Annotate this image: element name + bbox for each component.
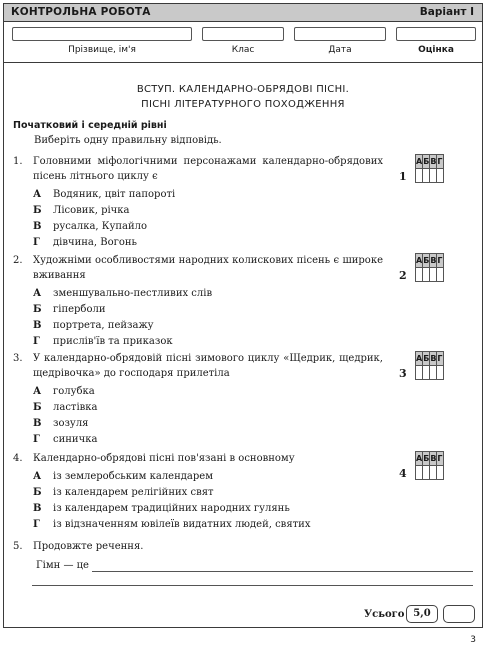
answer-cell-a[interactable] bbox=[416, 268, 423, 282]
question-text: У календарно-обрядовій пісні зимового циклу «Щедрик, щедрик, щедрівочка» до господаря прилетіла bbox=[33, 353, 383, 379]
answer-cell-d[interactable] bbox=[437, 466, 443, 480]
hymn-prompt: Гімн — це bbox=[36, 560, 89, 571]
answer-cell-d[interactable] bbox=[437, 169, 443, 183]
date-label: Дата bbox=[328, 45, 352, 55]
option-a: А Водяник, цвіт папороті bbox=[33, 189, 176, 200]
total-label: Усього bbox=[364, 609, 405, 620]
section-heading bbox=[4, 82, 482, 112]
question-5 bbox=[13, 541, 143, 552]
answer-cell-b[interactable] bbox=[423, 466, 430, 480]
answer-grid-number: 1 bbox=[399, 170, 407, 183]
answer-cell-c[interactable] bbox=[430, 268, 437, 282]
name-label: Прізвище, ім'я bbox=[68, 45, 136, 55]
heading-line-1: ВСТУП. КАЛЕНДАРНО-ОБРЯДОВІ ПІСНІ. bbox=[136, 84, 350, 95]
level-title: Початковий і середній рівні bbox=[13, 120, 167, 131]
question-number: 2. bbox=[13, 255, 23, 266]
answer-cell-d[interactable] bbox=[437, 268, 443, 282]
answer-grid-number: 4 bbox=[399, 467, 407, 480]
option-a: А із землеробським календарем bbox=[33, 471, 213, 482]
option-c: В портрета, пейзажу bbox=[33, 320, 154, 331]
grade-field[interactable] bbox=[396, 27, 476, 41]
question-3 bbox=[13, 351, 383, 448]
date-field[interactable] bbox=[294, 27, 386, 41]
answer-grid-number: 2 bbox=[399, 269, 407, 282]
question-number: 3. bbox=[13, 353, 23, 364]
total-max-score: 5,0 bbox=[406, 605, 438, 623]
question-number: 4. bbox=[13, 453, 23, 464]
class-label: Клас bbox=[231, 45, 255, 55]
page-number: 3 bbox=[470, 635, 476, 645]
question-number: 1. bbox=[13, 156, 23, 167]
option-d: Г із відзначенням ювілеїв видатних людей, святих bbox=[33, 519, 311, 530]
option-a: А голубка bbox=[33, 386, 95, 397]
answer-cell-c[interactable] bbox=[430, 169, 437, 183]
option-d: Г синичка bbox=[33, 434, 98, 445]
option-a: А зменшувально-пестливих слів bbox=[33, 288, 213, 299]
question-number: 5. bbox=[13, 541, 23, 552]
question-1 bbox=[13, 154, 383, 251]
answer-cell-d[interactable] bbox=[437, 366, 443, 380]
answer-cell-a[interactable] bbox=[416, 169, 423, 183]
option-c: В русалка, Купайло bbox=[33, 221, 148, 232]
option-d: Г дівчина, Вогонь bbox=[33, 237, 137, 248]
total-score-field[interactable] bbox=[443, 605, 475, 623]
grade-label: Оцінка bbox=[418, 45, 454, 55]
answer-cell-c[interactable] bbox=[430, 466, 437, 480]
option-b: Б із календарем релігійних свят bbox=[33, 487, 214, 498]
option-b: Б ластівка bbox=[33, 402, 98, 413]
answer-cell-a[interactable] bbox=[416, 466, 423, 480]
answer-line-1[interactable] bbox=[92, 571, 473, 572]
option-b: Б Лісовик, річка bbox=[33, 205, 130, 216]
question-2 bbox=[13, 253, 383, 350]
question-text: Продовжте речення. bbox=[33, 541, 144, 552]
header-bar bbox=[4, 4, 482, 22]
name-field[interactable] bbox=[12, 27, 192, 41]
variant-label: Варіант І bbox=[419, 6, 474, 18]
class-field[interactable] bbox=[202, 27, 284, 41]
answer-line-2[interactable] bbox=[32, 585, 473, 586]
answer-cell-b[interactable] bbox=[423, 366, 430, 380]
option-b: Б гіперболи bbox=[33, 304, 106, 315]
test-title: КОНТРОЛЬНА РОБОТА bbox=[11, 6, 151, 18]
instruction-text: Виберіть одну правильну відповідь. bbox=[34, 135, 222, 146]
question-text: Художніми особливостями народних колискових пісень є широке вживання bbox=[33, 255, 383, 281]
test-sheet: КОНТРОЛЬНА РОБОТА Варіант І Прізвище, ім'я Клас Дата Оцінка ВСТУП. КАЛЕНДАРНО-ОБРЯДОВІ ПІСНІ. ПІСНІ ЛІТЕРАТУРНОГО ПОХОДЖЕННЯ Початковий і середній рівні Виберіть одну правильну відповідь. 1. Головними міфологічними персонажами календарно-обрядових пісень літнього циклу є А Водяник, цвіт папороті Б Лісовик, річка В русалка, Купайло Г дівчина, Вогонь 1 А Б В Г 2. Художніми особливостями народних колискових пісень є широке вживання А зменшувально-пестливих слів Б гіперболи В портрета, пейзажу Г прислів'їв та приказок 2 А Б В Г 3. У календарно-обрядовій пісні зимового циклу «Щедрик, щедрик, щедрівочка» до господаря прилетіла А голубка Б ластівка В зозуля Г синичка 3 А Б В Г 4. Календарно-обрядові пісні пов'язані в основному А із землеробським календарем Б із календарем релігійних свят В із календарем традиційних народних гулянь Г із відзначенням ювілеїв видатних людей, святих 4 А Б В Г 5. Продовжте речення. Гімн — це Усього 5,0 bbox=[3, 3, 483, 628]
answer-grid-number: 3 bbox=[399, 367, 407, 380]
question-text: Календарно-обрядові пісні пов'язані в основному bbox=[33, 453, 295, 464]
answer-cell-a[interactable] bbox=[416, 366, 423, 380]
option-c: В із календарем традиційних народних гулянь bbox=[33, 503, 290, 514]
answer-cell-c[interactable] bbox=[430, 366, 437, 380]
heading-line-2: ПІСНІ ЛІТЕРАТУРНОГО ПОХОДЖЕННЯ bbox=[141, 99, 345, 110]
question-4 bbox=[13, 451, 383, 533]
student-fields bbox=[4, 22, 482, 63]
answer-cell-b[interactable] bbox=[423, 268, 430, 282]
answer-cell-b[interactable] bbox=[423, 169, 430, 183]
option-c: В зозуля bbox=[33, 418, 89, 429]
option-d: Г прислів'їв та приказок bbox=[33, 336, 173, 347]
question-text: Головними міфологічними персонажами календарно-обрядових пісень літнього циклу є bbox=[33, 156, 383, 182]
